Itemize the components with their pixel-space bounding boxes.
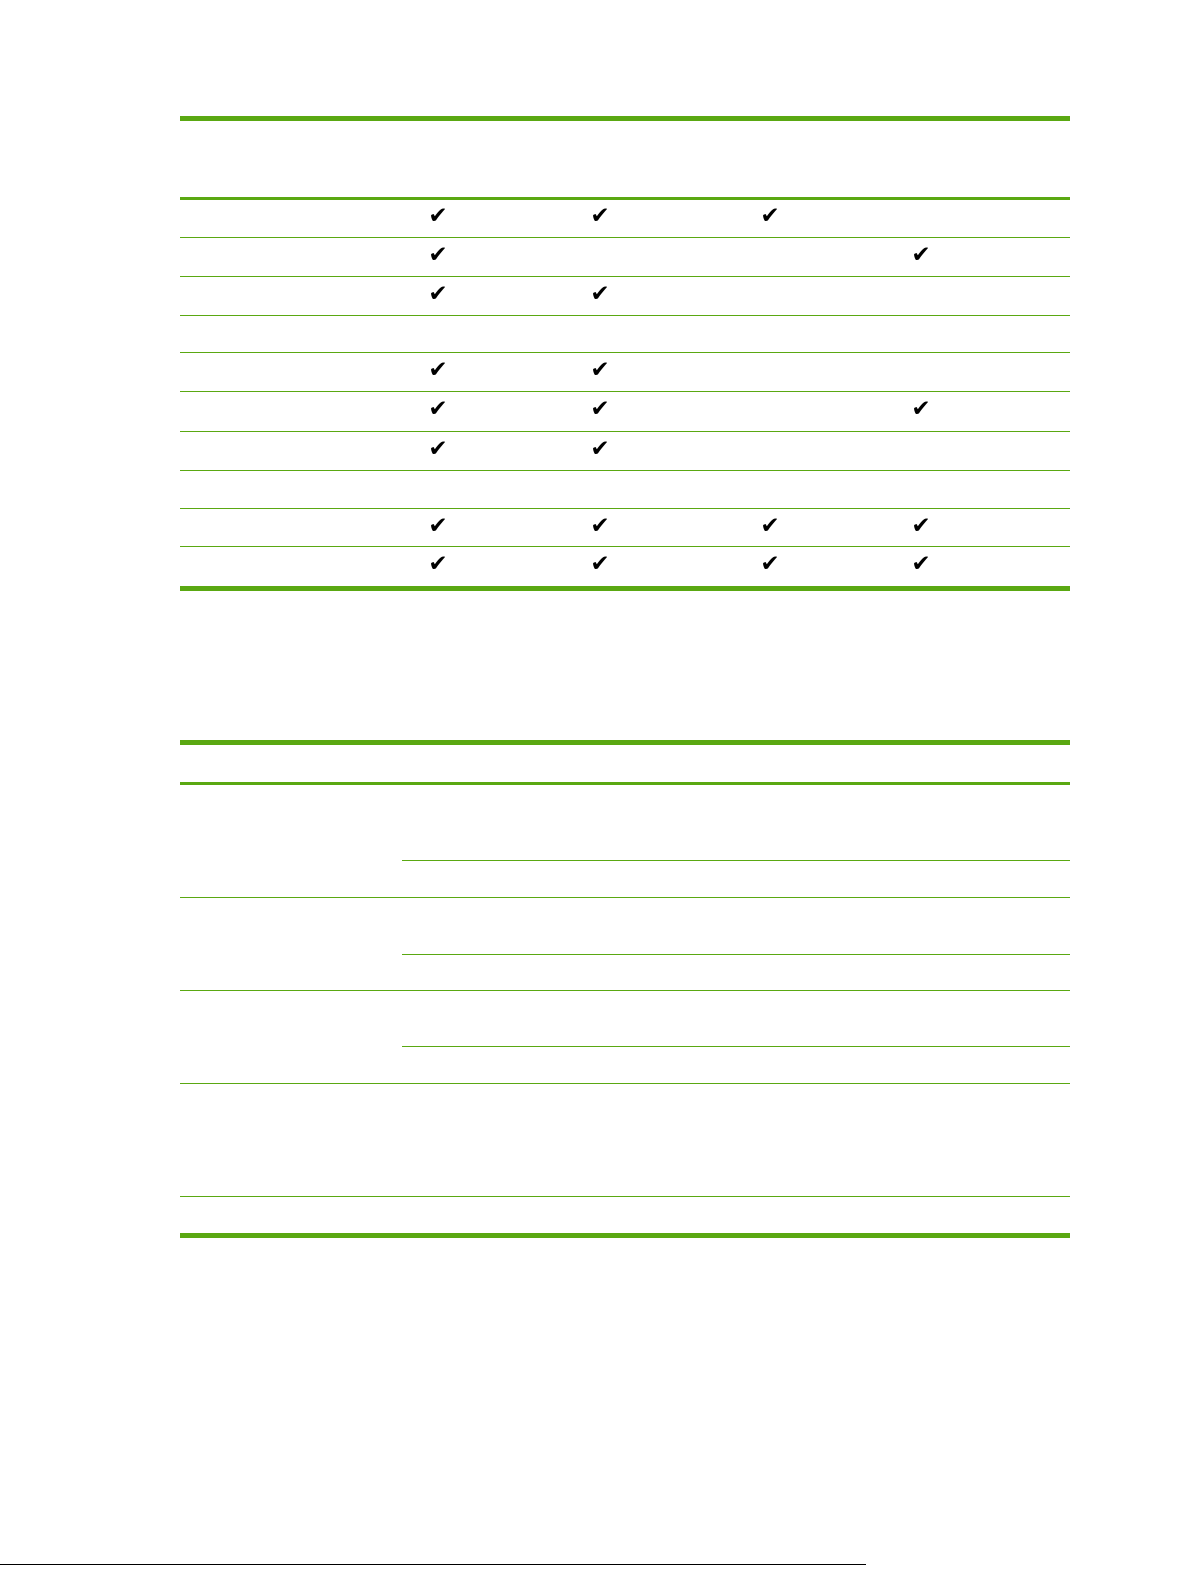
checkmark-icon: ✔ [590, 281, 610, 307]
checkmark-icon: ✔ [760, 551, 780, 577]
table-bottom-rule [180, 586, 1070, 591]
checkmark-icon: ✔ [428, 551, 448, 577]
row-divider [180, 391, 1070, 392]
table-header-rule [180, 197, 1070, 200]
group-divider [180, 897, 1070, 898]
footer-rule [0, 1564, 866, 1565]
row-divider [180, 276, 1070, 277]
checkmark-icon: ✔ [428, 242, 448, 268]
sub-row-divider [402, 954, 1070, 955]
checkmark-icon: ✔ [911, 513, 931, 539]
checkmark-icon: ✔ [590, 513, 610, 539]
row-divider [180, 352, 1070, 353]
checkmark-icon: ✔ [590, 203, 610, 229]
checkmark-icon: ✔ [590, 357, 610, 383]
checkmark-icon: ✔ [911, 551, 931, 577]
row-divider [180, 315, 1070, 316]
sub-row-divider [402, 860, 1070, 861]
table-bottom-rule [180, 1233, 1070, 1238]
checkmark-icon: ✔ [911, 396, 931, 422]
checkmark-icon: ✔ [911, 242, 931, 268]
group-divider [180, 1083, 1070, 1084]
row-divider [180, 1196, 1070, 1197]
table-header-rule [180, 782, 1070, 785]
checkmark-icon: ✔ [428, 513, 448, 539]
checkmark-icon: ✔ [760, 203, 780, 229]
checkmark-icon: ✔ [590, 436, 610, 462]
row-divider [180, 546, 1070, 547]
row-divider [180, 508, 1070, 509]
grouped-table [180, 740, 1070, 1242]
table-top-rule [180, 116, 1070, 121]
checkmark-icon: ✔ [428, 436, 448, 462]
checkmark-icon: ✔ [428, 357, 448, 383]
feature-matrix-table [180, 116, 1070, 594]
group-divider [180, 990, 1070, 991]
row-divider [180, 237, 1070, 238]
checkmark-icon: ✔ [428, 281, 448, 307]
row-divider [180, 431, 1070, 432]
checkmark-icon: ✔ [590, 396, 610, 422]
sub-row-divider [402, 1046, 1070, 1047]
checkmark-icon: ✔ [428, 203, 448, 229]
checkmark-icon: ✔ [760, 513, 780, 539]
row-divider [180, 470, 1070, 471]
table-top-rule [180, 740, 1070, 745]
checkmark-icon: ✔ [590, 551, 610, 577]
checkmark-icon: ✔ [428, 396, 448, 422]
